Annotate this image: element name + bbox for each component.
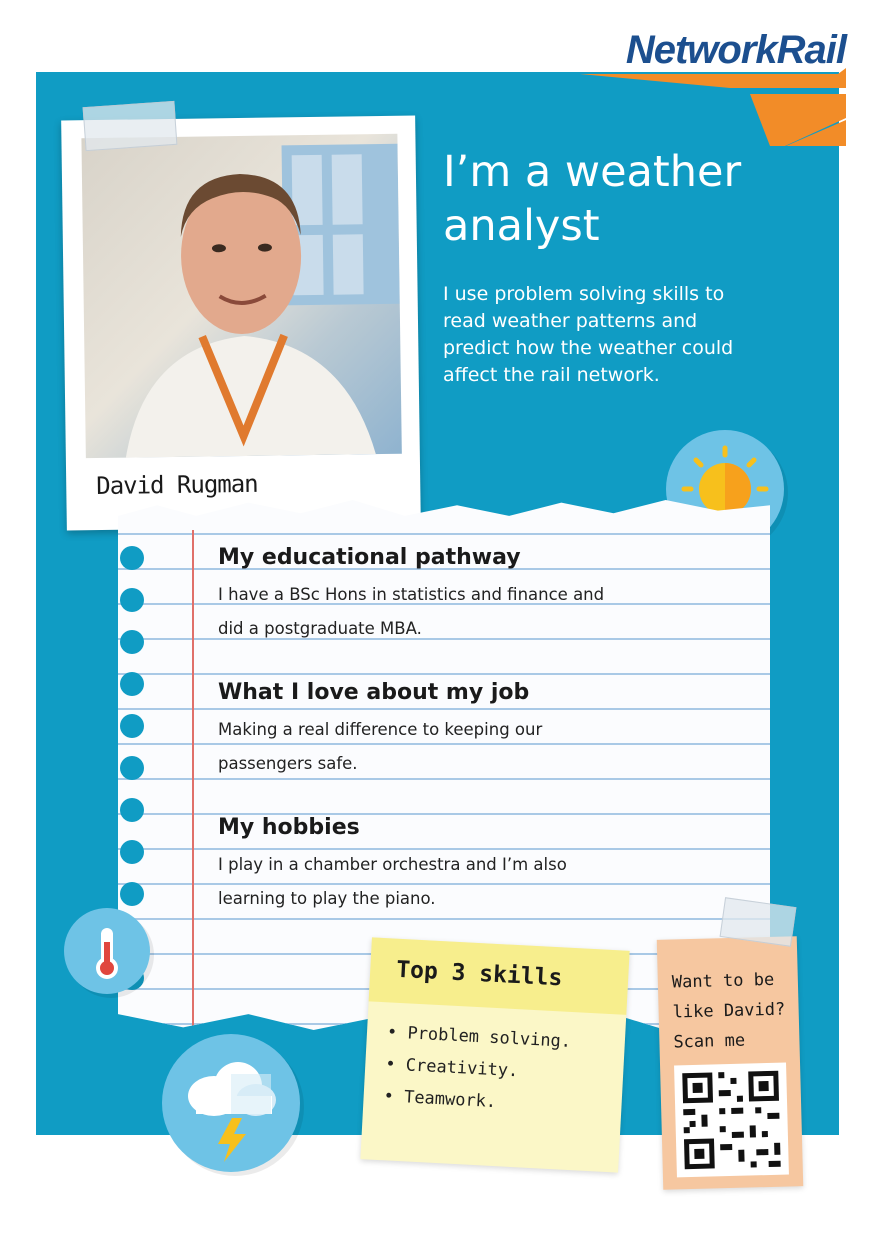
binder-hole <box>120 588 144 612</box>
section-line: Making a real difference to keeping our <box>218 720 543 739</box>
section-body-hobbies <box>218 848 638 916</box>
qr-code-icon[interactable] <box>674 1063 789 1178</box>
intro-line: affect the rail network. <box>443 364 660 386</box>
binder-hole <box>120 798 144 822</box>
binder-hole <box>120 840 144 864</box>
section-line: I play in a chamber orchestra and I’m also <box>218 855 567 874</box>
skill-item: • Teamwork. <box>383 1086 497 1113</box>
binder-hole <box>120 882 144 906</box>
qr-card <box>657 936 803 1190</box>
section-heading-hobbies: My hobbies <box>218 815 360 840</box>
cta-line: like David? <box>672 999 786 1023</box>
binder-hole <box>120 714 144 738</box>
cta-line: Want to be <box>671 969 775 993</box>
intro-text <box>443 281 773 389</box>
binder-hole <box>120 546 144 570</box>
profile-polaroid <box>61 116 421 531</box>
section-heading-love: What I love about my job <box>218 680 530 705</box>
skill-item: • Creativity. <box>384 1054 519 1082</box>
section-line: did a postgraduate MBA. <box>218 619 422 638</box>
tape-photo <box>83 101 178 151</box>
binder-hole <box>120 756 144 780</box>
logo-chevron-icon <box>580 68 846 146</box>
skills-list <box>383 1016 572 1122</box>
intro-line: read weather patterns and <box>443 310 698 332</box>
section-line: learning to play the piano. <box>218 889 436 908</box>
section-line: I have a BSc Hons in statistics and finance and <box>218 585 605 604</box>
skill-item: • Problem solving. <box>386 1022 572 1052</box>
intro-line: I use problem solving skills to <box>443 283 725 305</box>
skills-sticky-note <box>360 937 629 1172</box>
thermometer-icon <box>64 908 150 994</box>
cta-line: Scan me <box>673 1030 746 1053</box>
logo-text: NetworkRail <box>625 28 846 72</box>
section-line: passengers safe. <box>218 754 358 773</box>
binder-hole <box>120 630 144 654</box>
section-body-love <box>218 713 638 781</box>
title-line-1: I’m a weather <box>443 147 742 197</box>
section-heading-education: My educational pathway <box>218 545 521 570</box>
binder-hole <box>120 672 144 696</box>
section-body-education <box>218 578 638 646</box>
page-title <box>443 145 823 253</box>
profile-photo <box>81 134 401 458</box>
qr-call-to-action <box>671 964 793 1057</box>
intro-line: predict how the weather could <box>443 337 734 359</box>
network-rail-logo <box>580 28 846 146</box>
storm-cloud-icon <box>162 1034 300 1172</box>
profile-name: David Rugman <box>96 469 258 501</box>
skills-title: Top 3 skills <box>395 956 563 992</box>
title-line-2: analyst <box>443 201 600 251</box>
margin-line <box>192 530 194 1035</box>
